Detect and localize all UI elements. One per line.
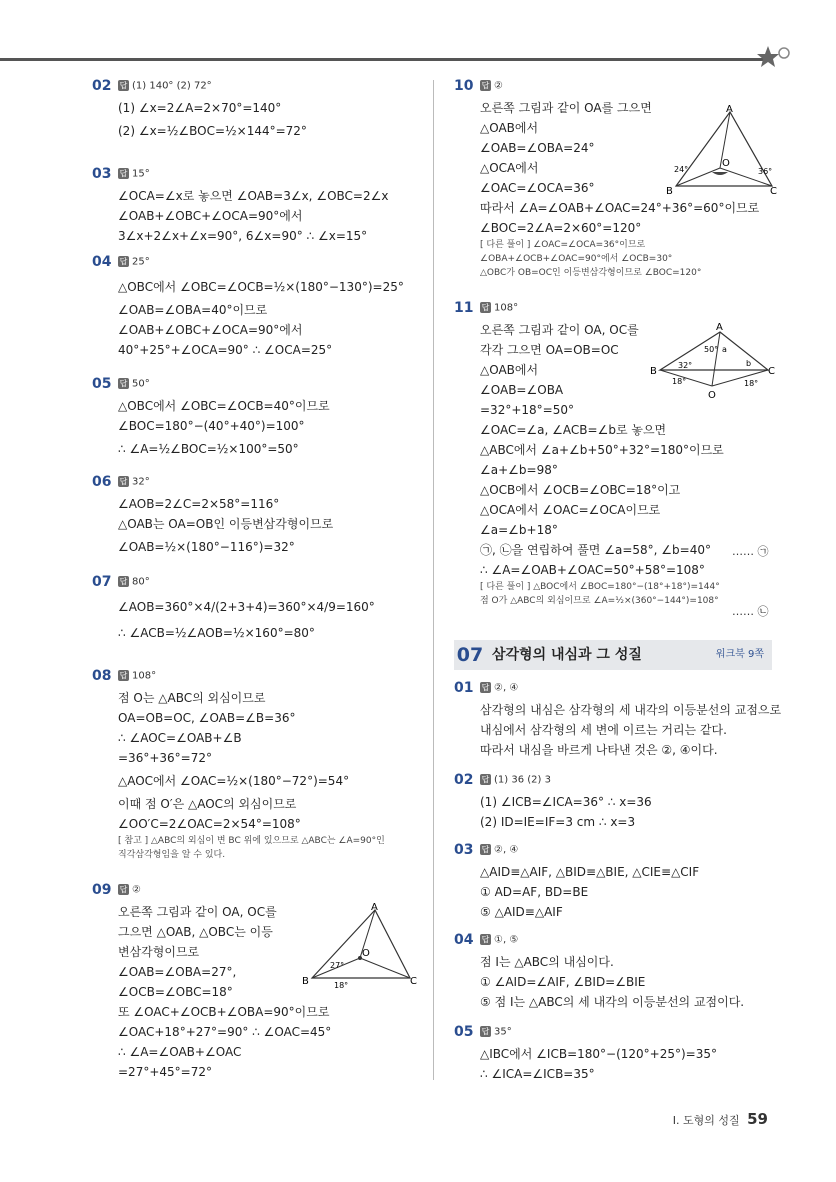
- solution: [480, 862, 699, 922]
- answer: [480, 1026, 512, 1038]
- solution-line: OA=OB=OC, ∠OAB=∠B=36°: [118, 711, 296, 725]
- note-line: 점 O가 △ABC의 외심이므로 ∠A=½×(360°−144°)=108°: [480, 596, 719, 606]
- solution-line: ① AD=AF, BD=BE: [480, 885, 589, 899]
- fig10-label-B: B: [666, 186, 673, 196]
- fig10-label-C: C: [770, 186, 777, 196]
- solution-line: 오른쪽 그림과 같이 OA, OC를: [480, 323, 639, 337]
- fig10-angle-1: 24°: [674, 165, 689, 174]
- fig11-label-C: C: [768, 366, 775, 377]
- note-line: ∠OBA+∠OCB+∠OAC=90°에서 ∠OCB=30°: [480, 254, 673, 264]
- solution: [118, 98, 307, 144]
- marker-1: …… ㉠: [732, 545, 769, 558]
- solution-line: =32°+18°=50°: [480, 403, 574, 417]
- workbook-ref: 워크북 9쪽: [715, 649, 764, 660]
- solution: [480, 1044, 717, 1084]
- answer-badge-icon: 답: [119, 169, 128, 178]
- fig9-angle-1: 27°: [330, 961, 345, 970]
- solution-line: ∠AOB=360°×4/(2+3+4)=360°×4/9=160°: [118, 600, 375, 614]
- solution-line: (1) ∠ICB=∠ICA=36° ∴ x=36: [480, 795, 652, 809]
- answer: [480, 934, 518, 946]
- solution-line: ∠BOC=2∠A=2×60°=120°: [480, 221, 642, 235]
- problem-number: 03: [454, 842, 474, 858]
- solution-line: ∠OAB=½×(180°−116°)=32°: [118, 540, 295, 554]
- answer-badge-icon: 답: [119, 257, 128, 266]
- solution-line: 40°+25°+∠OCA=90° ∴ ∠OCA=25°: [118, 343, 333, 357]
- problem-number: 09: [92, 882, 112, 898]
- solution-line: 점 O는 △ABC의 외심이므로: [118, 691, 266, 705]
- solution-line: ∠OAB+∠OBC+∠OCA=90°에서: [118, 323, 303, 337]
- answer: [480, 682, 518, 694]
- answer-text: 108°: [494, 302, 519, 314]
- answer: [480, 80, 503, 92]
- solution-line: ∴ ∠A=½∠BOC=½×100°=50°: [118, 442, 299, 456]
- fig11-angle-2: a: [722, 345, 727, 354]
- solution-line: (2) ID=IE=IF=3 cm ∴ x=3: [480, 815, 636, 829]
- column-divider: [433, 80, 434, 1080]
- answer-badge-icon: 답: [481, 1027, 490, 1036]
- solution-line: ① ∠AID=∠AIF, ∠BID=∠BIE: [480, 975, 646, 989]
- solution-line: =27°+45°=72°: [118, 1065, 212, 1079]
- solution-line: 이때 점 O′은 △AOC의 외심이므로: [118, 797, 297, 811]
- solution-line: 변삼각형이므로: [118, 945, 200, 959]
- page-footer: [673, 1110, 768, 1128]
- triangle-figure-11: [650, 320, 780, 400]
- solution-line: ∠OAC+18°+27°=90° ∴ ∠OAC=45°: [118, 1025, 332, 1039]
- answer: [118, 80, 212, 92]
- answer-badge-icon: 답: [481, 303, 490, 312]
- fig10-label-A: A: [726, 104, 733, 115]
- solution-line: 또 ∠OAC+∠OCB+∠OBA=90°이므로: [118, 1005, 330, 1019]
- solution: [118, 274, 404, 360]
- solution-line: ∠OAB+∠OBC+∠OCA=90°에서: [118, 209, 303, 223]
- answer-text: 108°: [132, 670, 157, 682]
- top-rule: [0, 58, 768, 61]
- answer-badge-icon: 답: [119, 671, 128, 680]
- solution-line: △OCA에서 ∠OAC=∠OCA이므로: [480, 503, 661, 517]
- solution-line: ∠BOC=180°−(40°+40°)=100°: [118, 419, 305, 433]
- solution-line: △OBC에서 ∠OBC=∠OCB=½×(180°−130°)=25°: [118, 280, 404, 294]
- solution-line: △OCB에서 ∠OCB=∠OBC=18°이고: [480, 483, 681, 497]
- star-icon: [756, 44, 792, 74]
- note-line: [ 다른 풀이 ] △BOC에서 ∠BOC=180°−(18°+18°)=144°: [480, 582, 720, 592]
- note-line: △OBC가 OB=OC인 이등변삼각형이므로 ∠BOC=120°: [480, 268, 702, 278]
- answer: [118, 256, 150, 268]
- fig11-angle-4: 32°: [678, 361, 693, 370]
- section-header: [454, 640, 772, 670]
- solution-line: (2) ∠x=½∠BOC=½×144°=72°: [118, 124, 307, 138]
- fig9-label-C: C: [410, 976, 417, 987]
- solution-line: ∴ ∠ACB=½∠AOB=½×160°=80°: [118, 626, 315, 640]
- answer-text: 15°: [132, 168, 150, 180]
- solution-line: ∴ ∠A=∠OAB+∠OAC: [118, 1045, 242, 1059]
- solution-line: ∠OCA=∠x로 놓으면 ∠OAB=3∠x, ∠OBC=2∠x: [118, 189, 389, 203]
- answer: [118, 378, 150, 390]
- fig9-angle-2: 18°: [334, 981, 349, 990]
- answer-badge-icon: 답: [481, 935, 490, 944]
- solution-line: ㉠, ㉡을 연립하여 풀면 ∠a=58°, ∠b=40°: [480, 543, 711, 557]
- answer-text: (1) 36 (2) 3: [494, 774, 551, 786]
- solution-line: ∠a=∠b+18°: [480, 523, 558, 537]
- solution-line: ⑤ △AID≡△AIF: [480, 905, 563, 919]
- answer-text: 25°: [132, 256, 150, 268]
- problem-number: 02: [454, 772, 474, 788]
- answer-badge-icon: 답: [119, 477, 128, 486]
- note-line: [ 참고 ] △ABC의 외심이 변 BC 위에 있으므로 △ABC는 ∠A=90°인: [118, 836, 385, 846]
- solution-line: △OAB는 OA=OB인 이등변삼각형이므로: [118, 517, 334, 531]
- answer-text: (1) 140° (2) 72°: [132, 80, 212, 92]
- solution-line: 삼각형의 내심은 삼각형의 세 내각의 이등분선의 교점으로: [480, 703, 782, 717]
- solution-line: 따라서 내심을 바르게 나타낸 것은 ②, ④이다.: [480, 743, 718, 757]
- solution-line: 오른쪽 그림과 같이 OA를 그으면: [480, 101, 652, 115]
- solution-line: ∠OO′C=2∠OAC=2×54°=108°: [118, 817, 301, 831]
- answer: [118, 670, 156, 682]
- problem-number: 02: [92, 78, 112, 94]
- chapter-label: Ⅰ. 도형의 성질: [672, 1114, 740, 1127]
- answer-badge-icon: 답: [119, 885, 128, 894]
- solution: [118, 688, 385, 862]
- answer: [118, 576, 150, 588]
- solution-line: (1) ∠x=2∠A=2×70°=140°: [118, 101, 282, 115]
- answer-badge-icon: 답: [481, 81, 490, 90]
- solution-line: ∠OAC=∠OCA=36°: [480, 181, 595, 195]
- solution-line: △OAB에서: [480, 363, 539, 377]
- solution-line: 점 I는 △ABC의 내심이다.: [480, 955, 614, 969]
- fig9-label-A: A: [371, 902, 378, 913]
- solution: [118, 396, 330, 462]
- answer-text: ②: [494, 80, 503, 92]
- solution-line: ⑤ 점 I는 △ABC의 세 내각의 이등분선의 교점이다.: [480, 995, 745, 1009]
- answer-badge-icon: 답: [119, 81, 128, 90]
- problem-number: 05: [454, 1024, 474, 1040]
- answer-badge-icon: 답: [119, 577, 128, 586]
- answer-badge-icon: 답: [481, 845, 490, 854]
- fig10-angle-2: 36°: [758, 167, 773, 176]
- solution: [118, 594, 375, 646]
- solution-line: ∴ ∠A=∠OAB+∠OAC=50°+58°=108°: [480, 563, 705, 577]
- fig11-label-A: A: [716, 322, 723, 333]
- solution-line: ∴ ∠ICA=∠ICB=35°: [480, 1067, 595, 1081]
- solution: [480, 952, 744, 1012]
- fig9-label-O: O: [362, 948, 370, 959]
- solution: [480, 792, 652, 832]
- solution-line: △ABC에서 ∠a+∠b+50°+32°=180°이므로: [480, 443, 724, 457]
- note-line: [ 다른 풀이 ] ∠OAC=∠OCA=36°이므로: [480, 240, 646, 250]
- solution-line: 오른쪽 그림과 같이 OA, OC를: [118, 905, 277, 919]
- section-title: 삼각형의 내심과 그 성질: [492, 647, 642, 663]
- answer: [480, 302, 518, 314]
- solution-line: ∠OCB=∠OBC=18°: [118, 985, 233, 999]
- solution-line: △IBC에서 ∠ICB=180°−(120°+25°)=35°: [480, 1047, 718, 1061]
- fig11-label-O: O: [708, 390, 716, 400]
- answer: [118, 476, 150, 488]
- problem-number: 06: [92, 474, 112, 490]
- answer-badge-icon: 답: [481, 683, 490, 692]
- solution-line: △OBC에서 ∠OBC=∠OCB=40°이므로: [118, 399, 330, 413]
- fig11-angle-1: 50°: [704, 345, 719, 354]
- answer-text: ①, ⑤: [494, 934, 519, 946]
- answer-text: 80°: [132, 576, 150, 588]
- fig10-label-O: O: [722, 158, 730, 169]
- solution-line: ∠OAB=∠OBA=40°이므로: [118, 303, 268, 317]
- problem-number: 11: [454, 300, 474, 316]
- solution-line: △OAB에서: [480, 121, 539, 135]
- answer: [480, 774, 551, 786]
- solution-line: ∠a+∠b=98°: [480, 463, 558, 477]
- solution-line: ∴ ∠AOC=∠OAB+∠B: [118, 731, 242, 745]
- fig11-label-B: B: [650, 366, 657, 377]
- problem-number: 10: [454, 78, 474, 94]
- answer: [118, 884, 141, 896]
- solution-line: 그으면 △OAB, △OBC는 이등: [118, 925, 273, 939]
- solution-line: △AOC에서 ∠OAC=½×(180°−72°)=54°: [118, 774, 350, 788]
- solution-line: 각각 그으면 OA=OB=OC: [480, 343, 619, 357]
- problem-number: 03: [92, 166, 112, 182]
- marker-2: …… ㉡: [732, 605, 769, 618]
- solution: [480, 700, 781, 760]
- problem-number: 08: [92, 668, 112, 684]
- solution-line: △AID≡△AIF, △BID≡△BIE, △CIE≡△CIF: [480, 865, 700, 879]
- answer-text: 32°: [132, 476, 150, 488]
- note-line: 직각삼각형임을 알 수 있다.: [118, 850, 226, 860]
- answer: [118, 168, 150, 180]
- answer-text: ②, ④: [494, 682, 519, 694]
- problem-number: 04: [454, 932, 474, 948]
- triangle-figure-10: [664, 104, 784, 196]
- answer-badge-icon: 답: [119, 379, 128, 388]
- solution-line: 따라서 ∠A=∠OAB+∠OAC=24°+36°=60°이므로: [480, 201, 760, 215]
- fig11-angle-3: b: [746, 359, 752, 368]
- solution-line: ∠AOB=2∠C=2×58°=116°: [118, 497, 280, 511]
- solution: [118, 494, 333, 560]
- solution-line: ∠OAC=∠a, ∠ACB=∠b로 놓으면: [480, 423, 667, 437]
- solution-line: ∠OAB=∠OBA=24°: [480, 141, 595, 155]
- solution-line: 내심에서 삼각형의 세 변에 이르는 거리는 같다.: [480, 723, 727, 737]
- problem-number: 01: [454, 680, 474, 696]
- solution-line: =36°+36°=72°: [118, 751, 212, 765]
- problem-number: 04: [92, 254, 112, 270]
- solution-line: ∠OAB=∠OBA: [480, 383, 564, 397]
- solution-line: ∠OAB=∠OBA=27°,: [118, 965, 237, 979]
- answer-text: 35°: [494, 1026, 512, 1038]
- answer-text: ②: [132, 884, 141, 896]
- answer-text: 50°: [132, 378, 150, 390]
- answer-text: ②, ④: [494, 844, 519, 856]
- section-number: 07: [456, 644, 484, 666]
- solution: [118, 186, 388, 246]
- solution-line: △OCA에서: [480, 161, 539, 175]
- solution-line: 3∠x+2∠x+∠x=90°, 6∠x=90° ∴ ∠x=15°: [118, 229, 368, 243]
- triangle-figure-09: [300, 902, 420, 994]
- fig11-angle-6: 18°: [744, 379, 759, 388]
- page-number: 59: [747, 1110, 768, 1128]
- fig9-label-B: B: [302, 976, 309, 987]
- problem-number: 05: [92, 376, 112, 392]
- answer: [480, 844, 518, 856]
- fig11-angle-5: 18°: [672, 377, 687, 386]
- answer-badge-icon: 답: [481, 775, 490, 784]
- problem-number: 07: [92, 574, 112, 590]
